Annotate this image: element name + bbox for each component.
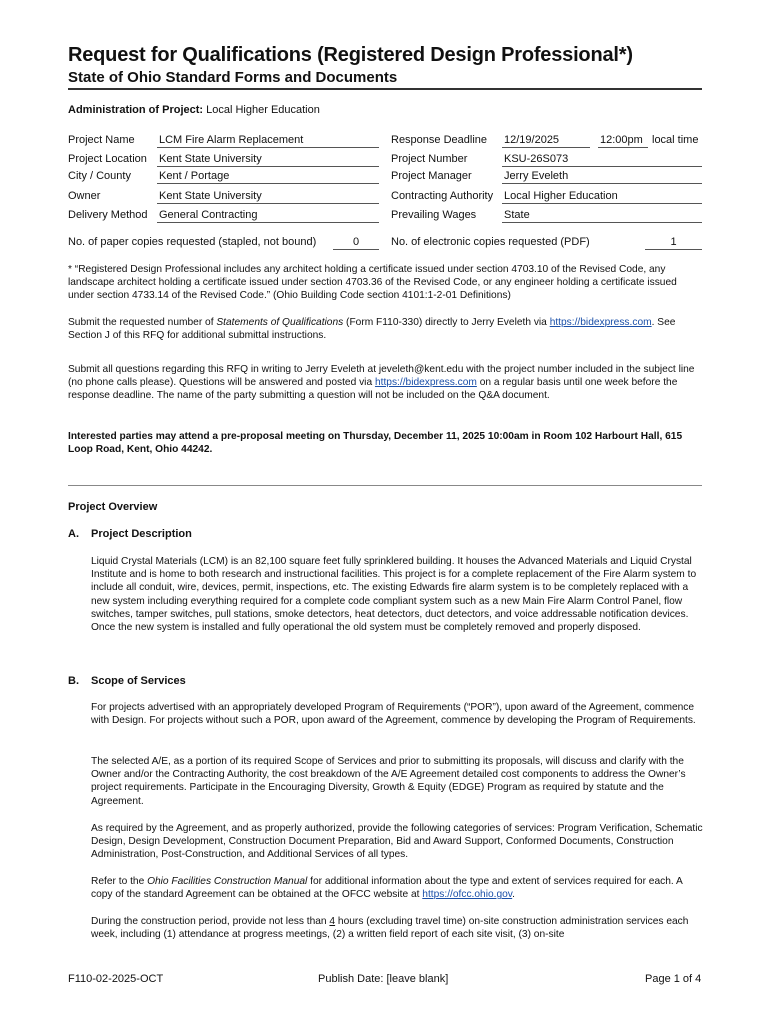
scope-p4-mid: for additional information about the type and extent of services required for each. A copy of the standard Agreement can be obtained at the OFCC website at [91, 876, 683, 901]
owner-field[interactable]: Kent State University [157, 190, 379, 204]
contracting-authority-label: Contracting Authority [391, 190, 494, 202]
footnote-definition: * “Registered Design Professional includes any architect holding a certificate issued under section 4703.10 of the Revised Code, any landscape architect holding a certificate issued under section 4703.36 of the Revised Code, or any engineer holding a certificate issued under section 4733.14 of the Revised Code.” (Ohio Building Code section 4101:1-2-01 Definitions) [68, 264, 677, 302]
project-description-text: Liquid Crystal Materials (LCM) is an 82,100 square feet fully sprinklered building. It houses the Advanced Materials and Liquid Crystal Institute and is home to both research and instructional facilities. This project is for a complete replacement of the Fire Alarm system to include all conduit, wire, devices, permit, inspections, etc. The existing Edwards fire alarm system is to be completely replaced with a new system including everything required for a complete code compliant system such as a new Main Fire Alarm Control Panel, flow switches, tamper switches, pull stations, smoke detectors, heat detectors, duct detectors, and voice addressable notification devices. Once the new system is installed and fully operational the old system must be completely removed and properly disposed. [91, 556, 697, 634]
project-manager-label: Project Manager [391, 170, 472, 182]
scope-p5-post: hours (excluding travel time) on-site construction administration services each week, including (1) attendance at progress meetings, (2) a written field report of each site visit, (3) on-site [91, 916, 689, 941]
project-name-field[interactable]: LCM Fire Alarm Replacement [157, 134, 379, 148]
response-deadline-label: Response Deadline [391, 134, 488, 146]
owner-label: Owner [68, 190, 101, 202]
scope-paragraph-5 [91, 915, 703, 941]
prevailing-wages-field[interactable]: State [502, 209, 702, 223]
delivery-method-field[interactable]: General Contracting [157, 209, 379, 223]
publish-date: Publish Date: [leave blank] [318, 973, 449, 985]
project-description-heading: Project Description [91, 528, 192, 540]
project-location-field[interactable]: Kent State University [157, 153, 379, 167]
paper-copies-field[interactable]: 0 [333, 236, 379, 250]
ofcc-link[interactable]: https://ofcc.ohio.gov [422, 889, 513, 901]
onsite-hours-value: 4 [329, 916, 336, 927]
scope-paragraph-2: The selected A/E, as a portion of its required Scope of Services and prior to submitting its proposals, will discuss and clarify with the Owner and/or the Contracting Authority, the cost breakdown of the A/E Agreement detailed cost components to address the Owner’s project requirements. Participate in the Encouraging Diversity, Growth & Equity (EDGE) Program as required by statute and the Agreement. [91, 756, 686, 807]
bidexpress-link-questions[interactable]: https://bidexpress.com [374, 377, 477, 389]
document-subtitle: State of Ohio Standard Forms and Documents [68, 69, 398, 86]
project-name-label: Project Name [68, 134, 135, 146]
questions-instructions [68, 363, 704, 403]
project-manager-field[interactable]: Jerry Eveleth [502, 170, 702, 184]
section-a-letter: A. [68, 528, 79, 540]
administration-value: Local Higher Education [206, 104, 320, 116]
scope-paragraph-1: For projects advertised with an appropriately developed Program of Requirements (“POR”), upon award of the Agreement, commence with Design. For projects without such a POR, upon award of the Agreement, commence by developing the Program of Requirements. [91, 702, 696, 727]
city-county-label: City / County [68, 170, 131, 182]
response-deadline-date-field[interactable]: 12/19/2025 [502, 134, 590, 148]
questions-text-post: on a regular basis until one week before the response deadline. The name of the party submitting a question will not be included on the Q&A document. [68, 377, 678, 402]
scope-paragraph-3: As required by the Agreement, and as properly authorized, provide the following categories of services: Program Verification, Schematic Design, Design Development, Construction Document Preparation, Bid and Award Support, Conformed Documents, Construction Administration, Post-Construction, and Additional Services of all types. [91, 823, 703, 861]
ofcm-title: Ohio Facilities Construction Manual [147, 876, 308, 887]
page-number: Page 1 of 4 [645, 973, 702, 985]
document-title: Request for Qualifications (Registered Design Professional*) [68, 44, 633, 66]
prevailing-wages-label: Prevailing Wages [391, 209, 477, 221]
project-number-field[interactable]: KSU-26S073 [502, 153, 702, 167]
form-number: F110-02-2025-OCT [68, 973, 164, 985]
city-county-field[interactable]: Kent / Portage [157, 170, 379, 184]
local-time-label: local time [652, 134, 699, 146]
administration-label: Administration of Project: [68, 104, 204, 116]
administration-line [68, 104, 320, 117]
submit-text-post: . See Section J of this RFQ for additional submittal instructions. [68, 317, 676, 342]
scope-p5-pre: During the construction period, provide not less than [91, 916, 330, 927]
paper-copies-label: No. of paper copies requested (stapled, not bound) [68, 236, 317, 248]
title-divider [68, 88, 702, 90]
scope-of-services-heading: Scope of Services [91, 675, 186, 687]
section-divider [68, 485, 702, 486]
project-location-label: Project Location [68, 153, 147, 165]
electronic-copies-field[interactable]: 1 [645, 236, 702, 250]
scope-p4-post: . [512, 889, 515, 901]
pre-proposal-notice: Interested parties may attend a pre-proposal meeting on Thursday, December 11, 2025 10:00am in Room 102 Harbourt Hall, 615 Loop Road, Kent, Ohio 44242. [68, 431, 683, 456]
scope-p4-pre: Refer to the [91, 876, 148, 887]
project-number-label: Project Number [391, 153, 468, 165]
delivery-method-label: Delivery Method [68, 209, 148, 221]
electronic-copies-label: No. of electronic copies requested (PDF) [391, 236, 590, 248]
response-deadline-time-field[interactable]: 12:00pm [598, 134, 648, 148]
scope-paragraph-4 [91, 875, 703, 901]
questions-text-pre: Submit all questions regarding this RFQ in writing to Jerry Eveleth at jeveleth@kent.edu with the project number included in the subject line (no phone calls please). Questions will be answered and posted via [68, 364, 695, 389]
contracting-authority-field[interactable]: Local Higher Education [502, 190, 702, 204]
project-overview-heading: Project Overview [68, 501, 158, 513]
submit-text-pre: Submit the requested number of [68, 317, 217, 328]
bidexpress-link[interactable]: https://bidexpress.com [549, 317, 652, 328]
submit-text-mid: (Form F110-330) directly to Jerry Eveleth via [343, 317, 550, 328]
submit-instructions [68, 316, 704, 342]
section-b-letter: B. [68, 675, 79, 687]
statements-of-qualifications-text: Statements of Qualifications [216, 317, 344, 328]
